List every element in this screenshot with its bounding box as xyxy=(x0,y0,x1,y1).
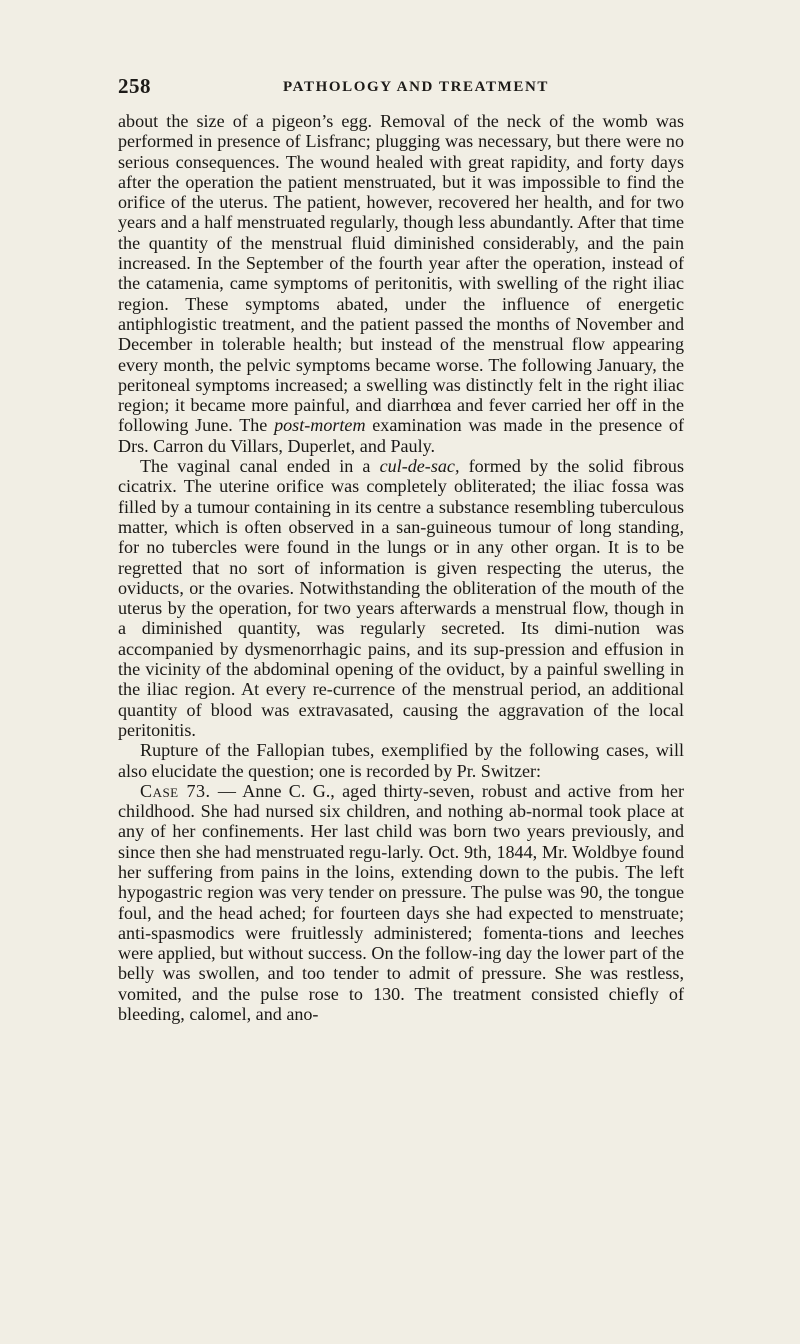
running-head xyxy=(118,72,684,102)
paragraph-text: — Anne C. G., aged thirty-seven, robust and active from her childhood. She had nursed six children, and nothing ab-normal took place at any of her confinements. Her last child was born two years previously, and since then she had menstruated regu-larly. Oct. 9th, 1844, Mr. Woldbye found her suffering from pains in the loins, extending down to the pubis. The left hypogastric region was very tender on pressure. The pulse was 90, the tongue foul, and the head ached; for fourteen days she had expected to menstruate; anti-spasmodics were fruitlessly administered; fomenta-tions and leeches were applied, but without success. On the follow-ing day the lower part of the belly was swollen, and too tender to admit of pressure. She was restless, vomited, and the pulse rose to 130. The treatment consisted chiefly of bleeding, calomel, and ano- xyxy=(118,780,684,1025)
italic-term: post-mortem xyxy=(274,415,366,436)
body-text xyxy=(118,111,684,1024)
paragraph-fallopian-rupture xyxy=(118,740,684,781)
paragraph-case-73 xyxy=(118,781,684,1025)
paragraph-text: about the size of a pigeon’s egg. Removal of the neck of the womb was performed in presence of Lisfranc; plugging was necessary, but there were no serious consequences. The wound healed with great rapidity, and forty days after the operation the patient menstruated, but it was impossible to find the orifice of the uterus. The patient, however, recovered her health, and for two years and a half menstruated regularly, though less abundantly. After that time the quantity of the menstrual fluid diminished considerably, and the pain increased. In the September of the fourth year after the operation, instead of the catamenia, came symptoms of peritonitis, with swelling of the right iliac region. These symptoms abated, under the influence of energetic antiphlogistic treatment, and the patient passed the months of November and December in tolerable health; but instead of the menstrual flow appearing every month, the pelvic symptoms became worse. The following January, the peritoneal symptoms increased; a swelling was distinctly felt in the right iliac region; it became more painful, and diarrhœa and fever carried her off in the following June. The xyxy=(118,111,684,436)
running-title: PATHOLOGY AND TREATMENT xyxy=(283,79,549,95)
paragraph-text: The vaginal canal ended in a xyxy=(140,456,380,477)
paragraph-autopsy-findings xyxy=(118,456,684,740)
italic-term: cul-de-sac, xyxy=(379,456,460,477)
paragraph-text: Rupture of the Fallopian tubes, exemplified by the following cases, will also elucidate the question; one is recorded by Pr. Switzer: xyxy=(118,740,684,781)
paragraph-text: formed by the solid fibrous cicatrix. The uterine orifice was completely obliterated; the iliac fossa was filled by a tumour containing in its centre a substance resembling tuberculous matter, which is often observed in a san-guineous tumour of long standing, for no tubercles were found in the lungs or in any other organ. It is to be regretted that no sort of information is given respecting the uterus, the oviducts, or the ovaries. Notwithstanding the obliteration of the mouth of the uterus by the operation, for two years afterwards a menstrual flow, though in a diminished quantity, was regularly secreted. Its dimi-nution was accompanied by dysmenorrhagic pains, and its sup-pression and effusion in the vicinity of the abdominal opening of the oviduct, by a painful swelling in the iliac region. At every re-currence of the menstrual period, an additional quantity of blood was extravasated, causing the aggravation of the local peritonitis. xyxy=(118,456,684,740)
paragraph-text: examination was made in the presence of Drs. Carron du Villars, Duperlet, and Pauly. xyxy=(118,415,684,456)
page-number: 258 xyxy=(118,74,151,98)
paragraph-case-continuation xyxy=(118,111,684,456)
case-label: Case 73. xyxy=(140,780,211,801)
